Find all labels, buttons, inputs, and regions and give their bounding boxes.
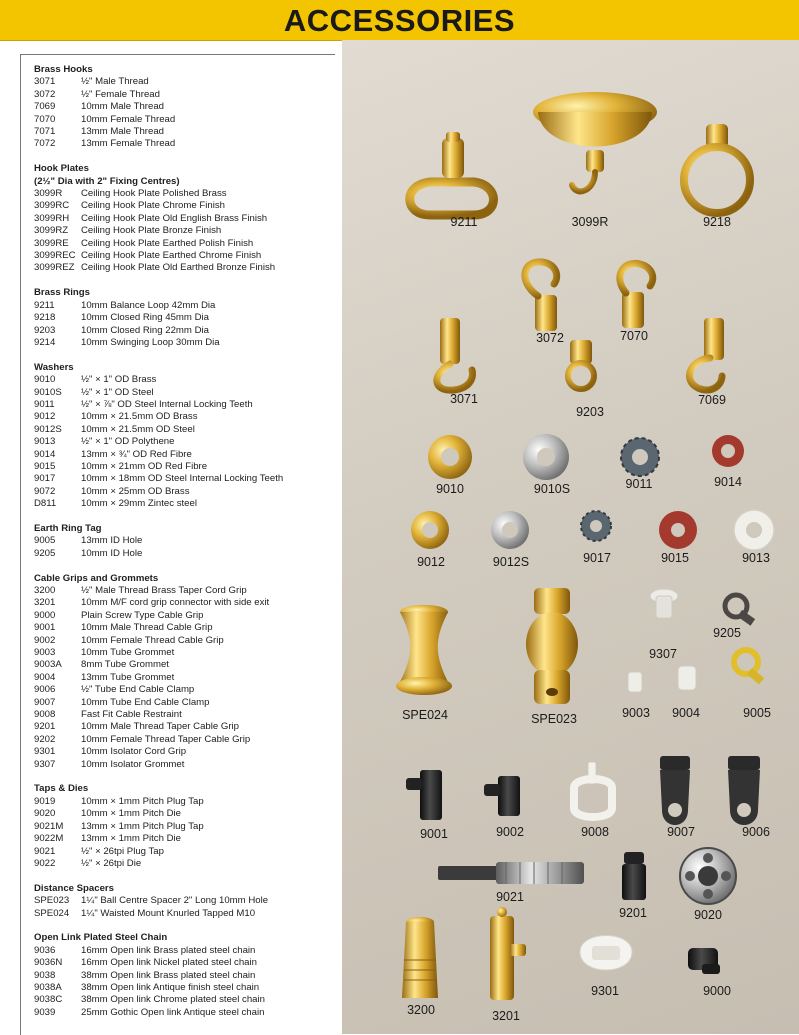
item-code: 9001 (34, 622, 56, 634)
catalog-item (34, 597, 344, 609)
label-9017: 9017 (583, 551, 611, 565)
cable-restraint-9008 (574, 762, 612, 817)
catalog-item (34, 126, 344, 138)
item-description: 10mm Female Thread Cable Grip (81, 634, 224, 646)
catalog-item (34, 436, 344, 448)
section-title: Earth Ring Tag (34, 522, 102, 534)
label-9201: 9201 (619, 906, 647, 920)
label-9006: 9006 (742, 825, 770, 839)
item-description: 10mm Tube End Cable Clamp (81, 696, 210, 708)
item-code: 3099RH (34, 212, 70, 224)
catalog-item (34, 746, 344, 758)
closed-ring-9218 (684, 124, 750, 213)
item-code: 9021M (34, 820, 64, 832)
closed-ring-9203 (568, 340, 594, 389)
item-description: Ceiling Hook Plate Earthed Polish Finish (81, 237, 254, 249)
catalog-item (34, 945, 344, 957)
section-title: Distance Spacers (34, 882, 114, 894)
item-code: 9015 (34, 460, 56, 472)
item-description: 13mm × 1mm Pitch Plug Tap (81, 820, 204, 832)
catalog-item (34, 473, 344, 485)
item-description: Fast Fit Cable Restraint (81, 709, 182, 721)
catalog-item (34, 238, 344, 250)
catalog-item (34, 535, 344, 547)
item-description: ½" × 1" OD Steel (81, 386, 154, 398)
section-title: Cable Grips and Grommets (34, 572, 159, 584)
catalog-item (34, 300, 344, 312)
catalog-item (34, 895, 344, 907)
label-9211: 9211 (450, 215, 478, 229)
item-code: 7071 (34, 126, 56, 138)
item-description: ½" × 1" OD Polythene (81, 436, 175, 448)
washer-9012s (491, 511, 529, 549)
item-description: 13mm × ¾" OD Red Fibre (81, 448, 192, 460)
item-code: 9039 (34, 1006, 56, 1018)
catalog-section (34, 287, 344, 349)
washer-9017 (581, 511, 611, 541)
catalog-item (34, 424, 344, 436)
catalog-item (34, 262, 344, 274)
label-9021: 9021 (496, 890, 524, 904)
hook-7069 (689, 318, 724, 390)
item-code: 9036N (34, 957, 63, 969)
item-description: ½" × 1" OD Brass (81, 374, 157, 386)
catalog-item (34, 684, 344, 696)
label-9205: 9205 (713, 626, 741, 640)
catalog-item (34, 697, 344, 709)
catalog-item (34, 138, 344, 150)
cable-grip-9002 (484, 776, 520, 816)
label-9005: 9005 (743, 706, 771, 720)
item-code: 9003A (34, 659, 62, 671)
item-description: 10mm × 21.5mm OD Steel (81, 423, 195, 435)
item-code: 9013 (34, 436, 56, 448)
washer-9012 (411, 511, 449, 549)
catalog-item (34, 114, 344, 126)
catalog-section (34, 573, 344, 772)
label-9015: 9015 (661, 551, 689, 565)
catalog-item (34, 858, 344, 870)
label-3071: 3071 (450, 392, 478, 406)
item-code: SPE023 (34, 895, 70, 907)
item-description: 10mm Male Thread Taper Cable Grip (81, 721, 240, 733)
label-spe023: SPE023 (531, 712, 577, 726)
catalog-item (34, 821, 344, 833)
label-9002: 9002 (496, 825, 524, 839)
item-code: 9038 (34, 969, 56, 981)
item-code: 9205 (34, 547, 56, 559)
label-9010s: 9010S (533, 482, 571, 496)
item-code: 3200 (34, 584, 56, 596)
label-spe024: SPE024 (402, 708, 448, 722)
catalog-item (34, 374, 344, 386)
cable-clamp-9006 (728, 756, 760, 825)
catalog-item (34, 325, 344, 337)
isolator-grommet-9307 (650, 589, 678, 618)
item-description: 10mm × 21mm OD Red Fibre (81, 460, 208, 472)
item-description: 38mm Open link Chrome plated steel chain (81, 994, 265, 1006)
label-9014: 9014 (714, 475, 742, 489)
catalog-item (34, 498, 344, 510)
item-description: Ceiling Hook Plate Old English Brass Finish (81, 212, 268, 224)
item-description: 10mm Isolator Cord Grip (81, 746, 187, 758)
item-code: 9006 (34, 684, 56, 696)
item-description: 13mm Female Thread (81, 138, 176, 150)
item-description: 10mm × 1mm Pitch Die (81, 808, 181, 820)
item-description: ½" × 26tpi Plug Tap (81, 845, 164, 857)
item-code: 9214 (34, 336, 56, 348)
catalog-item (34, 225, 344, 237)
catalog-item (34, 411, 344, 423)
spacer-spe024 (396, 605, 452, 695)
item-description: 13mm ID Hole (81, 535, 143, 547)
item-code: 9020 (34, 808, 56, 820)
item-description: 10mm Tube Grommet (81, 647, 175, 659)
item-description: Ceiling Hook Plate Polished Brass (81, 188, 227, 200)
hook-7070 (620, 263, 653, 328)
catalog-section (34, 883, 344, 920)
item-code: 9218 (34, 312, 56, 324)
catalog-item (34, 399, 344, 411)
catalog-item (34, 759, 344, 771)
label-9012: 9012 (417, 555, 445, 569)
product-photo (342, 40, 799, 1034)
label-3200: 3200 (407, 1003, 435, 1017)
washer-9010s (523, 434, 569, 480)
label-9008: 9008 (581, 825, 609, 839)
catalog-item (34, 970, 344, 982)
item-code: 3099REZ (34, 262, 75, 274)
catalog-item (34, 622, 344, 634)
catalog-item (34, 808, 344, 820)
item-description: 10mm Isolator Grommet (81, 758, 185, 770)
die-9020 (680, 848, 736, 904)
item-code: 3099RE (34, 237, 69, 249)
item-code: 9003 (34, 647, 56, 659)
item-description: ½" Male Thread Brass Taper Cord Grip (81, 584, 247, 596)
catalog-item (34, 610, 344, 622)
label-9003: 9003 (622, 706, 650, 720)
catalog-list (34, 64, 344, 1032)
catalog-item (34, 548, 344, 560)
label-9203: 9203 (576, 405, 604, 419)
item-description: Ceiling Hook Plate Earthed Chrome Finish (81, 250, 262, 262)
catalog-item (34, 796, 344, 808)
catalog-item (34, 188, 344, 200)
item-code: 9005 (34, 535, 56, 547)
page-title: ACCESSORIES (283, 3, 516, 38)
item-code: 9011 (34, 398, 55, 410)
catalog-item (34, 846, 344, 858)
catalog-section (34, 362, 344, 511)
item-description: 10mm Closed Ring 45mm Dia (81, 312, 209, 324)
item-description: ½" Female Thread (81, 88, 160, 100)
item-description: Ceiling Hook Plate Old Earthed Bronze Finish (81, 262, 276, 274)
catalog-item (34, 250, 344, 262)
item-code: 9007 (34, 696, 56, 708)
item-description: ½" × ⅞" OD Steel Internal Locking Teeth (81, 398, 253, 410)
catalog-item (34, 585, 344, 597)
label-9000: 9000 (703, 984, 731, 998)
section-title: Washers (34, 361, 74, 373)
catalog-item (34, 213, 344, 225)
item-description: 13mm Tube Grommet (81, 671, 175, 683)
item-code: 9072 (34, 485, 56, 497)
item-description: 16mm Open link Brass plated steel chain (81, 944, 256, 956)
item-description: 13mm Male Thread (81, 126, 165, 138)
catalog-item (34, 1007, 344, 1019)
catalog-section (34, 783, 344, 870)
plug-tap-9021 (438, 862, 584, 884)
item-description: 10mm × 25mm OD Brass (81, 485, 190, 497)
item-description: 10mm × 18mm OD Steel Internal Locking Teeth (81, 473, 284, 485)
catalog-item (34, 734, 344, 746)
catalog-item (34, 89, 344, 101)
item-code: 9022M (34, 833, 64, 845)
catalog-item (34, 659, 344, 671)
catalog-item (34, 486, 344, 498)
item-code: 9301 (34, 746, 56, 758)
section-title: Hook Plates (34, 163, 89, 175)
catalog-section (34, 64, 344, 151)
label-9013: 9013 (742, 551, 770, 565)
label-7070: 7070 (620, 329, 648, 343)
item-description: 10mm Female Thread Taper Cable Grip (81, 733, 251, 745)
washer-9011 (621, 438, 659, 476)
catalog-item (34, 76, 344, 88)
catalog-item (34, 982, 344, 994)
item-description: 13mm × 1mm Pitch Die (81, 833, 181, 845)
item-code: 3099RZ (34, 225, 69, 237)
label-3201: 3201 (492, 1009, 520, 1023)
cable-grip-9000 (688, 948, 720, 974)
item-description: 10mm Closed Ring 22mm Dia (81, 324, 209, 336)
label-9301: 9301 (591, 984, 619, 998)
item-code: 9201 (34, 721, 56, 733)
washer-9014 (712, 435, 744, 467)
isolator-cord-grip-9301 (580, 936, 632, 971)
item-code: 3071 (34, 76, 56, 88)
item-code: 9036 (34, 944, 56, 956)
catalog-item (34, 647, 344, 659)
item-description: ½" Male Thread (81, 76, 149, 88)
item-code: 9010S (34, 386, 62, 398)
catalog-item (34, 387, 344, 399)
section-title: Open Link Plated Steel Chain (34, 932, 168, 944)
section-title: Brass Hooks (34, 64, 93, 75)
item-description: 8mm Tube Grommet (81, 659, 169, 671)
catalog-item (34, 200, 344, 212)
item-code: 9038C (34, 994, 63, 1006)
label-3072: 3072 (536, 331, 564, 345)
catalog-section (34, 932, 344, 1019)
item-description: ½" Tube End Cable Clamp (81, 684, 195, 696)
catalog-item (34, 337, 344, 349)
catalog-item (34, 449, 344, 461)
taper-cable-grip-9201 (622, 852, 646, 900)
item-description: 10mm × 29mm Zintec steel (81, 498, 197, 510)
hook-3072 (525, 262, 557, 331)
cable-clamp-9007 (660, 756, 690, 825)
item-code: 7070 (34, 113, 56, 125)
item-code: 9202 (34, 733, 56, 745)
tube-grommet-9004 (678, 666, 696, 690)
item-description: 10mm Male Thread Cable Grip (81, 622, 213, 634)
washer-9013 (734, 510, 774, 550)
cable-grip-9001 (406, 770, 442, 820)
item-description: ½" × 26tpi Die (81, 857, 142, 869)
label-3099r: 3099R (571, 215, 609, 229)
label-7069: 7069 (698, 393, 726, 407)
item-code: 9014 (34, 448, 56, 460)
item-code: 3201 (34, 597, 56, 609)
earth-tag-9205 (725, 595, 755, 626)
item-code: 9022 (34, 857, 56, 869)
item-description: 10mm Balance Loop 42mm Dia (81, 299, 216, 311)
label-9012s: 9012S (492, 555, 530, 569)
item-code: 9203 (34, 324, 56, 336)
item-description: 38mm Open link Antique finish steel chain (81, 981, 260, 993)
item-code: 9000 (34, 609, 56, 621)
item-description: 38mm Open link Brass plated steel chain (81, 969, 256, 981)
earth-tag-9005 (734, 650, 764, 684)
product-illustration (342, 40, 799, 1034)
label-9011: 9011 (625, 477, 653, 491)
tube-grommet-9003 (628, 672, 642, 692)
catalog-item (34, 721, 344, 733)
cord-grip-connector-3201 (490, 907, 526, 1000)
item-description: 1¼" Waisted Mount Knurled Tapped M10 (81, 907, 256, 919)
catalog-section (34, 163, 344, 275)
item-description: Plain Screw Type Cable Grip (81, 609, 204, 621)
item-code: 9008 (34, 709, 56, 721)
label-9020: 9020 (694, 908, 722, 922)
item-description: 10mm Swinging Loop 30mm Dia (81, 336, 220, 348)
item-code: 9019 (34, 795, 56, 807)
label-9218: 9218 (703, 215, 731, 229)
item-code: 9010 (34, 374, 56, 386)
balance-loop-9211 (410, 132, 494, 215)
item-description: Ceiling Hook Plate Chrome Finish (81, 200, 225, 212)
label-9004: 9004 (672, 706, 700, 720)
item-description: 10mm × 1mm Pitch Plug Tap (81, 795, 204, 807)
item-code: 9017 (34, 473, 56, 485)
item-code: 9307 (34, 758, 56, 770)
item-description: Ceiling Hook Plate Bronze Finish (81, 225, 222, 237)
item-code: SPE024 (34, 907, 70, 919)
item-code: 3099RC (34, 200, 70, 212)
hook-3071 (437, 318, 473, 390)
item-code: 3072 (34, 88, 56, 100)
label-9307: 9307 (649, 647, 677, 661)
item-code: 9038A (34, 981, 62, 993)
item-code: 9021 (34, 845, 56, 857)
brass-cord-grip-3200 (402, 917, 438, 998)
item-code: 9002 (34, 634, 56, 646)
item-description: 1¼" Ball Centre Spacer 2" Long 10mm Hole (81, 895, 269, 907)
label-9001: 9001 (420, 827, 448, 841)
washer-9010 (428, 435, 472, 479)
catalog-item (34, 101, 344, 113)
spacer-spe023 (526, 588, 578, 704)
section-subtitle: (2½" Dia with 2" Fixing Centres) (34, 175, 180, 187)
item-code: 9012S (34, 423, 62, 435)
ceiling-hook-plate-3099r (533, 92, 657, 191)
catalog-item (34, 672, 344, 684)
item-description: 10mm ID Hole (81, 547, 143, 559)
page-header (0, 0, 799, 41)
item-code: D811 (34, 498, 57, 510)
catalog-item (34, 709, 344, 721)
item-description: 10mm Male Thread (81, 101, 165, 113)
section-title: Taps & Dies (34, 783, 89, 795)
catalog-item (34, 312, 344, 324)
item-code: 3099REC (34, 250, 76, 262)
catalog-item (34, 908, 344, 920)
label-9007: 9007 (667, 825, 695, 839)
catalog-item (34, 957, 344, 969)
label-9010: 9010 (436, 482, 464, 496)
item-code: 7072 (34, 138, 56, 150)
catalog-item (34, 461, 344, 473)
item-code: 9012 (34, 411, 56, 423)
item-code: 3099R (34, 188, 63, 200)
section-title: Brass Rings (34, 287, 90, 299)
item-description: 10mm Female Thread (81, 113, 176, 125)
item-code: 7069 (34, 101, 56, 113)
washer-9015 (659, 511, 697, 549)
catalog-section (34, 523, 344, 560)
item-description: 10mm M/F cord grip connector with side exit (81, 597, 270, 609)
item-code: 9211 (34, 299, 55, 311)
catalog-item (34, 833, 344, 845)
catalog-item (34, 635, 344, 647)
item-description: 10mm × 21.5mm OD Brass (81, 411, 198, 423)
item-code: 9004 (34, 671, 56, 683)
item-description: 25mm Gothic Open link Antique steel chain (81, 1006, 265, 1018)
catalog-item (34, 994, 344, 1006)
item-description: 16mm Open link Nickel plated steel chain (81, 957, 257, 969)
